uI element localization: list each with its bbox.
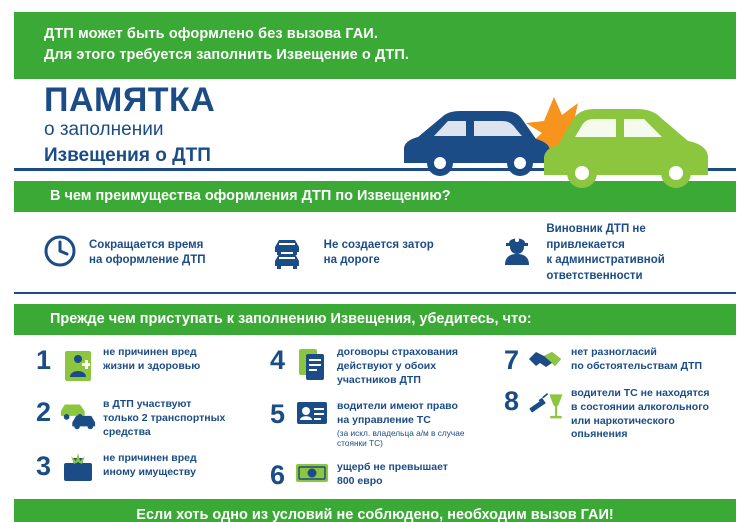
- damaged-property-icon: [59, 451, 97, 485]
- condition-item: [34, 451, 262, 485]
- conditions-column: [268, 345, 496, 489]
- condition-number: 8: [503, 386, 520, 417]
- condition-text: [571, 345, 702, 373]
- condition-line1: в ДТП участвуют: [103, 398, 192, 411]
- condition-line2: по обстоятельствам ДТП: [571, 360, 703, 373]
- condition-text: [337, 399, 496, 448]
- condition-number: 6: [269, 460, 286, 491]
- advantage-line2: на дороге: [323, 254, 380, 267]
- condition-line1: не причинен вред: [103, 346, 197, 359]
- condition-text: [337, 345, 458, 387]
- condition-item: [268, 345, 496, 387]
- documents-icon: [293, 345, 331, 383]
- blue-car-icon: [404, 111, 550, 176]
- condition-number: 3: [35, 451, 52, 482]
- advantage-line1: Сокращается время: [89, 238, 204, 251]
- condition-line3: или наркотического: [571, 414, 675, 427]
- condition-number: 4: [269, 345, 286, 376]
- condition-line2: жизни и здоровью: [103, 360, 201, 373]
- advantages-row: [14, 212, 736, 294]
- advantage-line1: Не создается затор: [323, 238, 434, 251]
- title-block: [14, 83, 736, 171]
- condition-line1: ущерб не превышает: [337, 461, 448, 474]
- two-cars-icon: [59, 397, 97, 431]
- condition-text: [103, 345, 200, 373]
- condition-line1: водители имеют право: [337, 400, 458, 413]
- condition-item: [268, 460, 496, 489]
- no-alcohol-drugs-icon: [527, 386, 565, 426]
- footer-warning-bar: Если хоть одно из условий не соблюдено, необходим вызов ГАИ!: [14, 499, 736, 522]
- page-title: ПАМЯТКА: [44, 81, 216, 120]
- handshake-icon: [527, 345, 565, 373]
- condition-item: [34, 345, 262, 385]
- injured-person-icon: [59, 345, 97, 385]
- condition-line2: на управление ТС: [337, 413, 431, 426]
- condition-text: [103, 451, 197, 479]
- condition-number: 1: [35, 345, 52, 376]
- condition-line2: действуют у обоих: [337, 360, 437, 373]
- top-banner-line2: Для этого требуется заполнить Извещение о ДТП.: [44, 47, 410, 64]
- condition-number: 2: [35, 397, 52, 428]
- condition-text: [337, 460, 448, 488]
- condition-note: (за искл. владельца а/м в случае стоянки ТС): [337, 427, 465, 448]
- advantage-item: [40, 231, 269, 276]
- advantage-item: [269, 231, 498, 276]
- top-banner-line1: ДТП может быть оформлено без вызова ГАИ.: [44, 26, 378, 42]
- advantage-text: [324, 238, 434, 269]
- conditions-grid: [14, 335, 736, 497]
- condition-item: [502, 345, 730, 374]
- title-text: [14, 83, 215, 168]
- condition-item: [268, 399, 496, 448]
- money-icon: [293, 460, 331, 486]
- condition-line2: иному имуществу: [103, 465, 196, 478]
- condition-line1: водители ТС не находятся: [571, 387, 710, 400]
- condition-line3: средства: [103, 425, 151, 438]
- crash-illustration: [386, 89, 716, 197]
- condition-text: [571, 386, 710, 442]
- advantage-line1: Виновник ДТП не привлекается: [546, 223, 646, 251]
- top-banner: [14, 12, 736, 79]
- condition-text: [103, 397, 225, 439]
- clock-icon: [40, 231, 80, 276]
- condition-item: [34, 397, 262, 439]
- advantage-item: [497, 222, 726, 284]
- condition-line3: участников ДТП: [337, 373, 421, 386]
- page-subtitle-2: Извещения о ДТП: [44, 144, 211, 166]
- condition-item: [502, 386, 730, 442]
- conditions-column: [34, 345, 262, 489]
- condition-line2: 800 евро: [337, 474, 383, 487]
- condition-line1: нет разногласий: [571, 346, 657, 359]
- conditions-column: [502, 345, 730, 489]
- advantage-text: [546, 222, 726, 284]
- condition-line2: только 2 транспортных: [103, 412, 226, 425]
- advantage-text: [89, 238, 206, 269]
- page-subtitle-1: о заполнении: [44, 119, 164, 141]
- advantages-header: В чем преимущества оформления ДТП по Извещению?: [14, 181, 736, 212]
- police-officer-icon: [497, 231, 537, 276]
- condition-line4: опьянения: [571, 428, 628, 441]
- advantage-line2: к административной ответственности: [546, 254, 665, 282]
- condition-number: 7: [503, 345, 520, 376]
- condition-line2: в состоянии алкогольного: [571, 401, 709, 414]
- driver-license-icon: [293, 399, 331, 429]
- condition-number: 5: [269, 399, 286, 430]
- advantage-line2: на оформление ДТП: [89, 254, 206, 267]
- condition-line1: не причинен вред: [103, 452, 197, 465]
- conditions-header: Прежде чем приступать к заполнению Извещения, убедитесь, что:: [14, 304, 736, 335]
- traffic-jam-icon: [269, 231, 315, 276]
- condition-line1: договоры страхования: [337, 346, 459, 359]
